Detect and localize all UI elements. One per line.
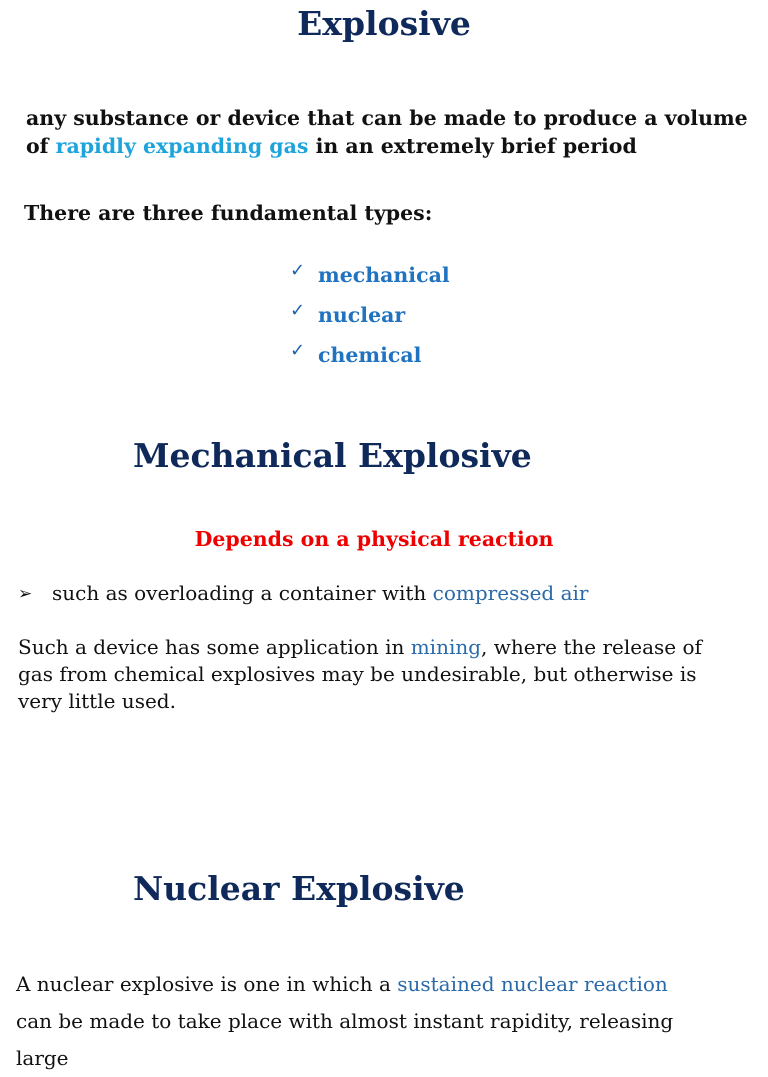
rapidly-expanding-gas-link[interactable]: rapidly expanding gas	[55, 134, 309, 158]
nuclear-paragraph	[16, 966, 696, 1077]
nuclear-paragraph-text-1: A nuclear explosive is one in which a	[16, 972, 398, 996]
type-label: nuclear	[318, 303, 406, 327]
bullet-text	[52, 581, 588, 607]
page-title: Explosive	[297, 4, 471, 43]
check-icon: ✓	[290, 340, 306, 361]
type-label: chemical	[318, 343, 422, 367]
definition-text-1: any substance or device that can be made to produce a volume of	[26, 106, 748, 158]
arrow-bullet-icon: ➢	[18, 584, 33, 604]
nuclear-paragraph-text-2: can be made to take place with almost instant rapidity, releasing large	[16, 1009, 674, 1070]
types-intro: There are three fundamental types:	[24, 201, 433, 225]
mechanical-bullet	[18, 581, 588, 607]
definition-text-2: in an extremely brief period	[308, 134, 637, 158]
mechanical-section-title: Mechanical Explosive	[133, 436, 532, 475]
check-icon: ✓	[290, 300, 306, 321]
mechanical-paragraph-text-2: , where the release of gas from chemical explosives may be undesirable, but otherwise is very little used.	[18, 635, 702, 713]
mining-link[interactable]: mining	[410, 635, 482, 659]
type-item-nuclear	[290, 301, 450, 341]
type-item-mechanical	[290, 261, 450, 301]
nuclear-section-title: Nuclear Explosive	[133, 869, 465, 908]
types-list	[290, 261, 450, 381]
mechanical-paragraph	[18, 634, 743, 715]
bullet-text-1: such as overloading a container with	[52, 581, 433, 605]
type-item-chemical	[290, 341, 450, 381]
compressed-air-link[interactable]: compressed air	[432, 581, 589, 605]
type-label: mechanical	[318, 263, 450, 287]
check-icon: ✓	[290, 260, 306, 281]
definition-paragraph	[26, 104, 751, 160]
mechanical-paragraph-text-1: Such a device has some application in	[18, 635, 411, 659]
mechanical-subtitle: Depends on a physical reaction	[194, 527, 554, 551]
sustained-nuclear-reaction-link[interactable]: sustained nuclear reaction	[397, 972, 668, 996]
